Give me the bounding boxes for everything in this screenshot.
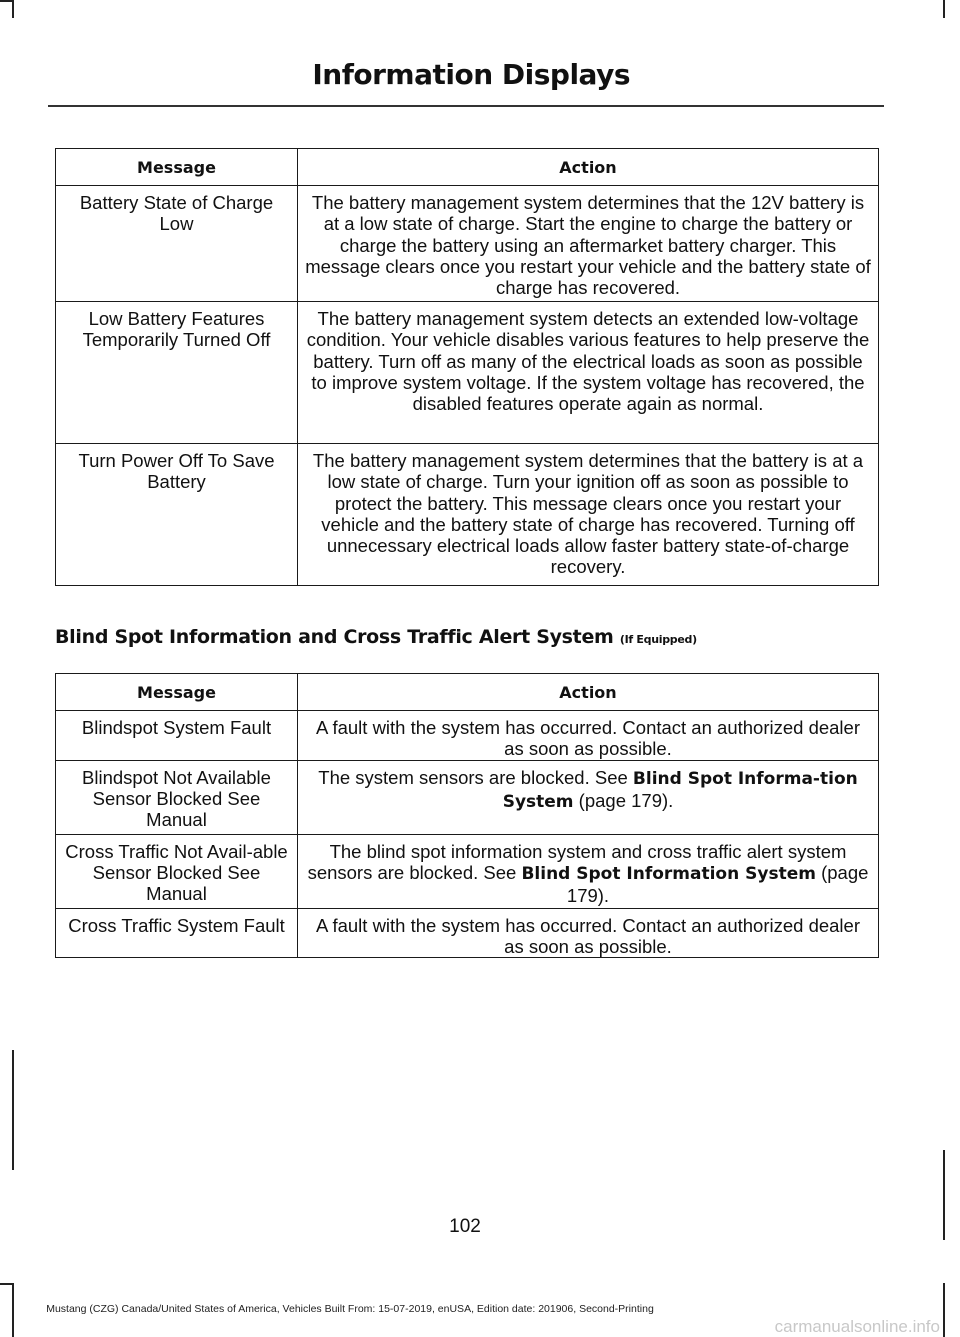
message-cell: Battery State of Charge Low	[56, 186, 298, 302]
action-cell: The battery management system determines that the battery is at a low state of charge. Turn your ignition off as soon as possible to protect the battery. This message clears once you restart your vehicle and the battery state of charge has recovered. Turning off unnecessary electrical loads allow faster battery state-of-charge recovery.	[298, 444, 879, 586]
table-row	[56, 908, 879, 958]
action-cell: The battery management system detects an extended low-voltage condition. Your vehicle disables various features to help preserve the battery. Turn off as many of the electrical loads as soon as possible to improve system voltage. If the system voltage has recovered, the disabled features operate again as normal.	[298, 302, 879, 444]
table-row	[56, 444, 879, 586]
page-reference: (page 179).	[573, 789, 674, 811]
table-header-row	[56, 149, 879, 186]
message-cell: Turn Power Off To Save Battery	[56, 444, 298, 586]
action-cell: The battery management system determines that the 12V battery is at a low state of charge. Start the engine to charge the battery or charge the battery using an aftermarket battery charger. This message clears once you restart your vehicle and the battery state of charge has recovered.	[298, 186, 879, 302]
page-number: 102	[449, 1216, 481, 1237]
action-cell: A fault with the system has occurred. Contact an authorized dealer as soon as possible.	[298, 711, 879, 761]
table-header-row	[56, 674, 879, 711]
message-cell: Blindspot Not Available Sensor Blocked See Manual	[56, 760, 298, 834]
table-row	[56, 760, 879, 834]
blind-spot-system-link[interactable]: Blind Spot Informa-tion System	[502, 768, 858, 812]
crop-mark-bottom-left	[0, 1283, 12, 1285]
message-cell: Low Battery Features Temporarily Turned Off	[56, 302, 298, 444]
action-text: The blind spot information system and cross traffic alert system sensors are blocked. See	[307, 840, 847, 883]
crop-mark-right-mid	[943, 1150, 945, 1240]
table-row	[56, 302, 879, 444]
table-row	[56, 711, 879, 761]
table-row	[56, 834, 879, 908]
crop-mark-top-left-v	[12, 0, 14, 18]
message-cell: Cross Traffic Not Avail-able Sensor Blocked See Manual	[56, 834, 298, 908]
table-row	[56, 186, 879, 302]
blind-spot-system-link[interactable]: Blind Spot Information System	[521, 863, 816, 884]
action-text: The system sensors are blocked. See	[318, 766, 633, 788]
title-divider	[48, 105, 884, 107]
section-heading-text: Blind Spot Information and Cross Traffic Alert System	[55, 626, 614, 648]
message-column-header: Message	[56, 674, 298, 711]
watermark: carmanualsonline.info	[774, 1317, 940, 1336]
crop-mark-bottom-right	[943, 1283, 945, 1337]
crop-mark-left-mid	[12, 1050, 14, 1170]
footer-edition-info: Mustang (CZG) Canada/United States of America, Vehicles Built From: 15-07-2019, enUSA, Edition date: 201906, Second-Printing	[46, 1303, 654, 1315]
message-cell: Blindspot System Fault	[56, 711, 298, 761]
message-cell: Cross Traffic System Fault	[56, 908, 298, 958]
action-column-header: Action	[298, 149, 879, 186]
page-reference: (page 179).	[566, 861, 869, 907]
section-heading	[55, 626, 697, 648]
action-column-header: Action	[298, 674, 879, 711]
battery-messages-table	[55, 148, 879, 586]
crop-mark-top-left	[0, 0, 12, 2]
action-cell	[298, 834, 879, 908]
equipment-qualifier: (If Equipped)	[619, 633, 697, 646]
page-title: Information Displays	[312, 58, 630, 91]
crop-mark-top-right	[943, 0, 945, 18]
action-cell	[298, 760, 879, 834]
message-column-header: Message	[56, 149, 298, 186]
blind-spot-messages-table	[55, 673, 879, 958]
action-cell: A fault with the system has occurred. Contact an authorized dealer as soon as possible.	[298, 908, 879, 958]
